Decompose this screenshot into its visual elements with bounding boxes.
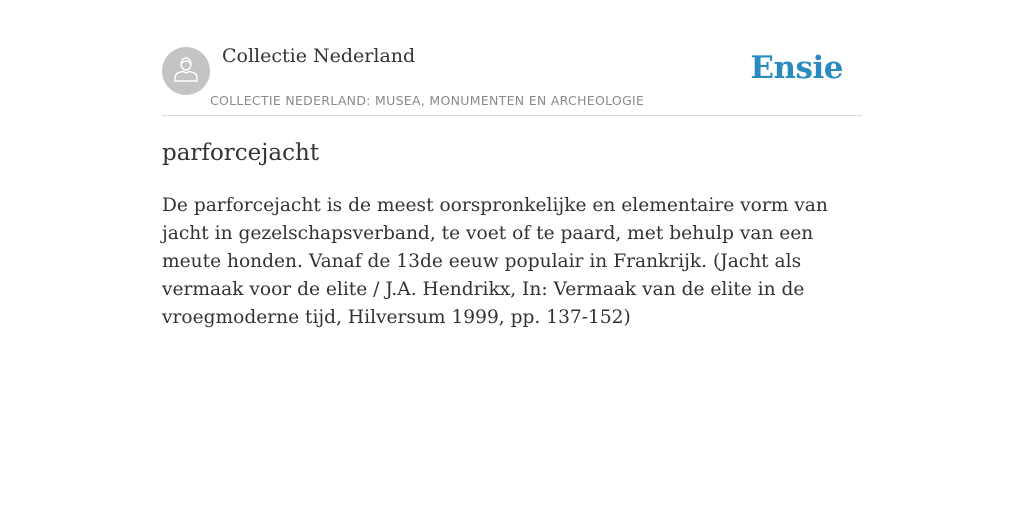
content-container	[162, 0, 862, 328]
header	[162, 0, 862, 116]
entry-definition: De parforcejacht is de meest oorspronkelijke en elementaire vorm van jacht in gezelschapsverband, te voet of te paard, met behulp van een meute honden. Vanaf de 13de eeuw populair in Frankrijk. (Jacht als vermaak voor de elite / J.A. Hendrikx, In: Vermaak van de elite in de vroegmoderne tijd, Hilversum 1999, pp. 137-152)	[162, 195, 828, 328]
avatar[interactable]	[162, 47, 210, 95]
user-icon	[171, 54, 201, 89]
ensie-logo[interactable]: Ensie	[750, 50, 843, 86]
author-subtitle[interactable]: COLLECTIE NEDERLAND: MUSEA, MONUMENTEN EN ARCHEOLOGIE	[210, 93, 645, 108]
author-name[interactable]: Collectie Nederland	[222, 45, 416, 67]
entry-term: parforcejacht	[162, 140, 320, 166]
